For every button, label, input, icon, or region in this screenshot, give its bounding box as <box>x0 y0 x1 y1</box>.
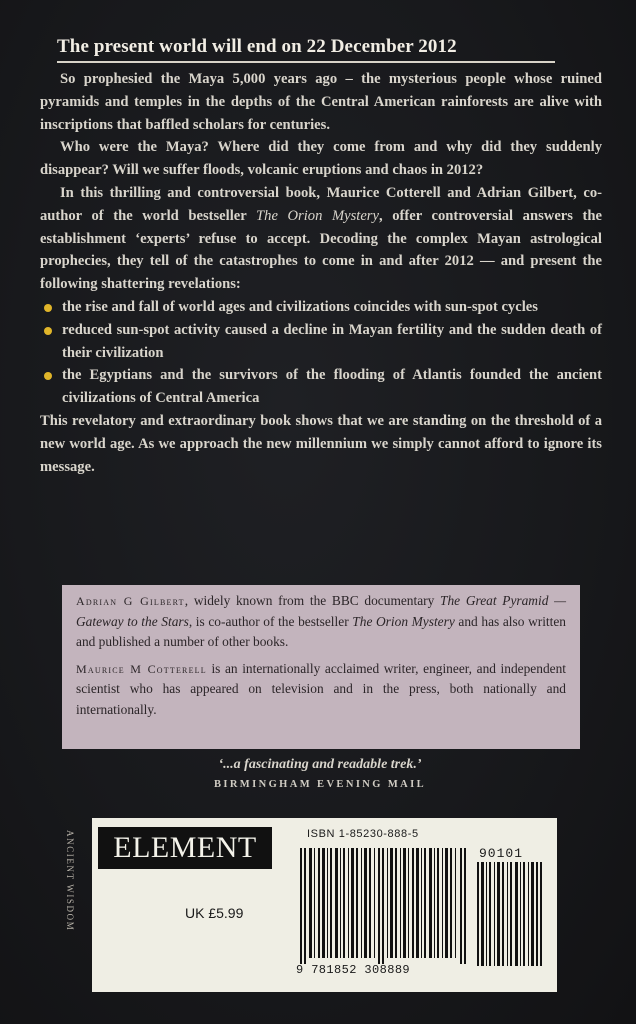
documentary-title: The Great Pyramid — Gateway to the Stars <box>76 593 566 629</box>
revelations-list <box>40 296 602 410</box>
book-title-orion-mystery: The Orion Mystery <box>352 613 455 629</box>
list-item-text: the rise and fall of world ages and civilizations coincides with sun-spot cycles <box>62 298 538 315</box>
blurb <box>40 68 602 478</box>
headline-underline <box>57 61 555 63</box>
bio-text: is an internationally acclaimed writer, engineer, and independent scientist who has appeared on television and in the press, both nationally and internationally. <box>76 660 566 717</box>
review-source: BIRMINGHAM EVENING MAIL <box>213 779 427 790</box>
barcode-addon-icon <box>477 862 543 966</box>
bio-text: and has also written and published a number of other books. <box>76 613 567 649</box>
blurb-paragraph-3-text: In this thrilling and controversial book, Maurice Cotterell and Adrian Gilbert, co-author of the world bestseller <box>40 184 602 224</box>
bullet-icon <box>44 304 52 312</box>
list-item <box>40 364 602 410</box>
blurb-paragraph-3 <box>40 182 602 296</box>
blurb-closing: This revelatory and extraordinary book shows that we are standing on the threshold of a new world age. As we approach the new millennium we simply cannot afford to ignore its message. <box>40 412 602 475</box>
review-quote: ‘...a fascinating and readable trek.’ <box>218 757 422 772</box>
bullet-icon <box>44 327 52 335</box>
barcode-number: 9 781852 308889 <box>296 963 411 977</box>
bio-cotterell <box>76 659 566 721</box>
isbn-label: ISBN 1-85230-888-5 <box>307 828 419 840</box>
barcode-addon-digits: 90101 <box>479 846 524 861</box>
author-name-cotterell: Maurice M Cotterell <box>76 661 207 676</box>
headline: The present world will end on 22 December 2012 <box>57 36 457 57</box>
blurb-paragraph-3-text: , offer controversial answers the establishment ‘experts’ refuse to accept. Decoding the complex Mayan astrological prophecies, they tell of the catastrophes to come in and after 2012 — and present the following shattering revelations: <box>40 207 602 293</box>
list-item-text: reduced sun-spot activity caused a decline in Mayan fertility and the sudden death of their civilization <box>62 321 602 361</box>
list-item-text: the Egyptians and the survivors of the flooding of Atlantis founded the ancient civilizations of Central America <box>62 367 602 407</box>
bullet-icon <box>44 372 52 380</box>
publisher-logo: ELEMENT <box>100 829 270 867</box>
bio-text: , widely known from the BBC documentary <box>184 593 441 608</box>
bio-gilbert <box>76 591 566 653</box>
price-label: UK £5.99 <box>185 905 244 921</box>
list-item <box>40 319 602 365</box>
author-name-gilbert: Adrian G Gilbert <box>76 594 185 608</box>
blurb-paragraph-2: Who were the Maya? Where did they come from and why did they suddenly disappear? Will we suffer floods, volcanic eruptions and chaos in 2012? <box>40 139 602 179</box>
author-bio-box <box>62 585 580 749</box>
book-title-orion-mystery: The Orion Mystery <box>256 207 379 224</box>
bio-text: , is co-author of the bestseller <box>188 613 353 629</box>
blurb-paragraph-1: So prophesied the Maya 5,000 years ago – the mysterious people whose ruined pyramids and temples in the depths of the Central American rainforests are alive with inscriptions that baffled scholars for centuries. <box>40 71 602 133</box>
series-label: ANCIENT WISDOM <box>65 830 75 932</box>
list-item <box>40 296 602 319</box>
barcode-icon <box>300 848 472 964</box>
